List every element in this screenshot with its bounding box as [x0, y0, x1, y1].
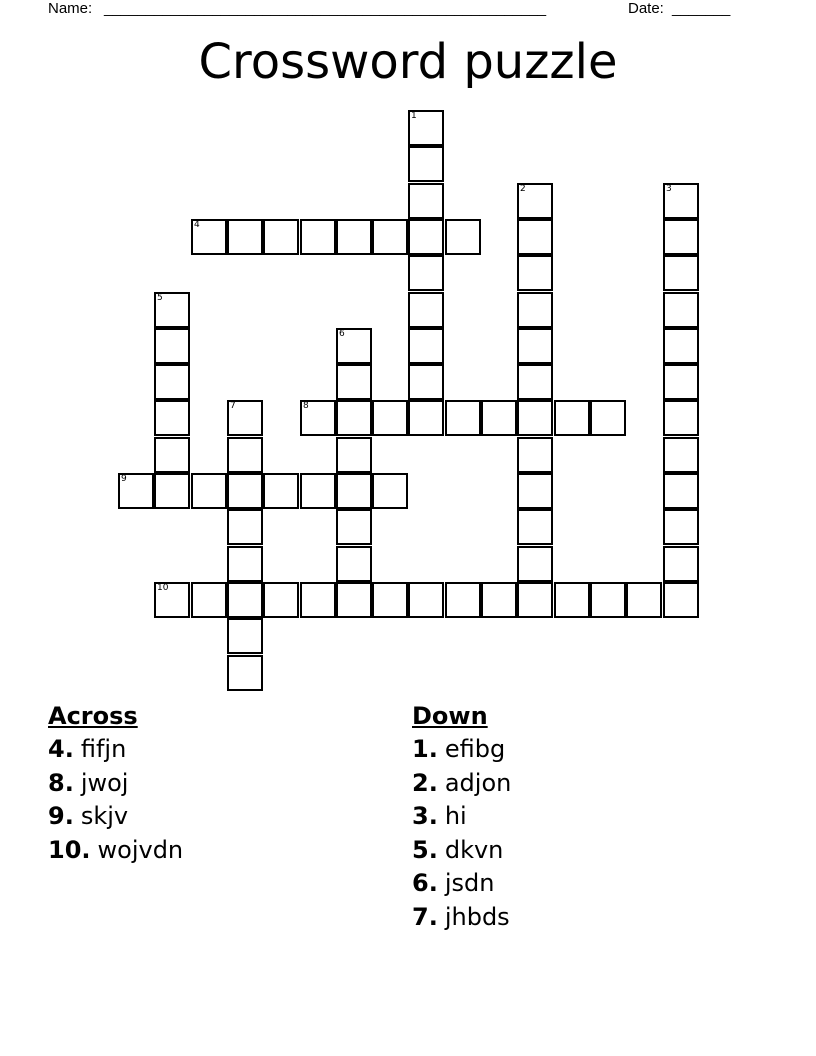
grid-cell[interactable] [481, 582, 517, 618]
clue-number: 9 [121, 474, 127, 484]
grid-cell[interactable] [227, 219, 263, 255]
grid-cell[interactable] [517, 582, 553, 618]
grid-cell[interactable] [372, 219, 408, 255]
grid-cell[interactable] [227, 437, 263, 473]
grid-cell[interactable] [227, 473, 263, 509]
across-clue [48, 733, 183, 767]
clue-text: jhbds [444, 902, 510, 931]
grid-cell[interactable] [263, 473, 299, 509]
clue-number-label: 8. [48, 768, 74, 797]
clue-text: fifjn [80, 735, 127, 763]
grid-cell[interactable] [227, 546, 263, 582]
grid-cell[interactable] [408, 255, 444, 291]
grid-cell[interactable] [590, 582, 626, 618]
grid-cell[interactable] [663, 437, 699, 473]
grid-cell[interactable] [554, 400, 590, 436]
grid-cell[interactable] [227, 655, 263, 691]
grid-cell[interactable] [336, 437, 372, 473]
grid-cell[interactable] [663, 364, 699, 400]
clue-text: jsdn [444, 869, 495, 897]
grid-cell[interactable] [118, 473, 154, 509]
clue-number-label: 10. [48, 835, 91, 864]
grid-cell[interactable] [191, 219, 227, 255]
grid-cell[interactable] [517, 364, 553, 400]
clue-number: 6 [339, 329, 345, 339]
grid-cell[interactable] [372, 400, 408, 436]
grid-cell[interactable] [408, 364, 444, 400]
grid-cell[interactable] [663, 292, 699, 328]
grid-cell[interactable] [263, 582, 299, 618]
grid-cell[interactable] [154, 582, 190, 618]
grid-cell[interactable] [336, 219, 372, 255]
name-blank-line: _____________________________________________________ [104, 0, 547, 17]
clue-text: jwoj [80, 768, 129, 797]
grid-cell[interactable] [300, 473, 336, 509]
clue-number: 10 [157, 583, 169, 593]
grid-cell[interactable] [663, 255, 699, 291]
grid-cell[interactable] [154, 400, 190, 436]
grid-cell[interactable] [408, 110, 444, 146]
grid-cell[interactable] [663, 582, 699, 618]
grid-cell[interactable] [663, 400, 699, 436]
clue-number: 8 [303, 401, 309, 411]
grid-cell[interactable] [445, 400, 481, 436]
grid-cell[interactable] [517, 183, 553, 219]
grid-cell[interactable] [336, 364, 372, 400]
down-heading: Down [412, 702, 488, 730]
grid-cell[interactable] [336, 328, 372, 364]
grid-cell[interactable] [300, 582, 336, 618]
grid-cell[interactable] [336, 546, 372, 582]
grid-cell[interactable] [663, 546, 699, 582]
down-clue [412, 901, 511, 935]
across-clue [48, 767, 183, 801]
clue-number: 4 [194, 220, 200, 230]
grid-cell[interactable] [227, 400, 263, 436]
grid-cell[interactable] [554, 582, 590, 618]
grid-cell[interactable] [336, 582, 372, 618]
grid-cell[interactable] [154, 364, 190, 400]
grid-cell[interactable] [408, 183, 444, 219]
clue-text: efibg [444, 735, 506, 763]
grid-cell[interactable] [663, 473, 699, 509]
clue-text: hi [444, 802, 467, 830]
clue-text: dkvn [444, 835, 504, 864]
grid-cell[interactable] [445, 582, 481, 618]
across-heading: Across [48, 702, 138, 730]
clue-number: 5 [157, 293, 163, 303]
clue-number-label: 2. [412, 768, 438, 797]
grid-cell[interactable] [517, 255, 553, 291]
grid-cell[interactable] [663, 509, 699, 545]
grid-cell[interactable] [408, 146, 444, 182]
grid-cell[interactable] [154, 473, 190, 509]
date-label: Date: [628, 0, 664, 17]
down-clue [412, 767, 511, 801]
down-clue [412, 733, 511, 767]
grid-cell[interactable] [481, 400, 517, 436]
clue-number-label: 5. [412, 835, 438, 864]
grid-cell[interactable] [590, 400, 626, 436]
grid-cell[interactable] [408, 582, 444, 618]
grid-cell[interactable] [372, 582, 408, 618]
grid-cell[interactable] [154, 292, 190, 328]
grid-cell[interactable] [517, 292, 553, 328]
down-clues [412, 700, 511, 934]
clue-number-label: 4. [48, 735, 74, 763]
grid-cell[interactable] [517, 437, 553, 473]
grid-cell[interactable] [263, 219, 299, 255]
clue-number: 3 [666, 184, 672, 194]
clue-number-label: 7. [412, 902, 438, 931]
across-clue [48, 800, 183, 834]
grid-cell[interactable] [517, 219, 553, 255]
clue-text: skjv [80, 802, 129, 830]
grid-cell[interactable] [408, 219, 444, 255]
clue-number: 7 [230, 401, 236, 411]
grid-cell[interactable] [154, 437, 190, 473]
clue-number: 1 [411, 111, 417, 121]
grid-cell[interactable] [445, 219, 481, 255]
grid-cell[interactable] [372, 473, 408, 509]
name-label: Name: [48, 0, 93, 17]
clue-number-label: 3. [412, 802, 438, 830]
grid-cell[interactable] [227, 582, 263, 618]
page-title: Crossword puzzle [198, 34, 618, 90]
clue-number: 2 [520, 184, 526, 194]
down-clue [412, 834, 511, 868]
grid-cell[interactable] [336, 509, 372, 545]
clue-number-label: 1. [412, 735, 438, 763]
grid-cell[interactable] [300, 219, 336, 255]
grid-cell[interactable] [517, 328, 553, 364]
grid-cell[interactable] [408, 400, 444, 436]
clue-text: adjon [444, 768, 512, 797]
clue-number-label: 9. [48, 802, 74, 830]
grid-cell[interactable] [517, 473, 553, 509]
across-clues [48, 700, 183, 867]
grid-cell[interactable] [154, 328, 190, 364]
grid-cell[interactable] [191, 582, 227, 618]
grid-cell[interactable] [300, 400, 336, 436]
grid-cell[interactable] [408, 328, 444, 364]
grid-cell[interactable] [663, 328, 699, 364]
grid-cell[interactable] [663, 219, 699, 255]
down-clue [412, 867, 511, 901]
grid-cell[interactable] [663, 183, 699, 219]
grid-cell[interactable] [626, 582, 662, 618]
grid-cell[interactable] [191, 473, 227, 509]
grid-cell[interactable] [336, 473, 372, 509]
across-clue [48, 834, 183, 868]
grid-cell[interactable] [227, 618, 263, 654]
grid-cell[interactable] [517, 509, 553, 545]
date-blank-line: _______ [672, 0, 731, 17]
grid-cell[interactable] [517, 546, 553, 582]
grid-cell[interactable] [336, 400, 372, 436]
grid-cell[interactable] [227, 509, 263, 545]
clue-text: wojvdn [97, 835, 184, 864]
clue-number-label: 6. [412, 869, 438, 897]
down-clue [412, 800, 511, 834]
grid-cell[interactable] [517, 400, 553, 436]
grid-cell[interactable] [408, 292, 444, 328]
